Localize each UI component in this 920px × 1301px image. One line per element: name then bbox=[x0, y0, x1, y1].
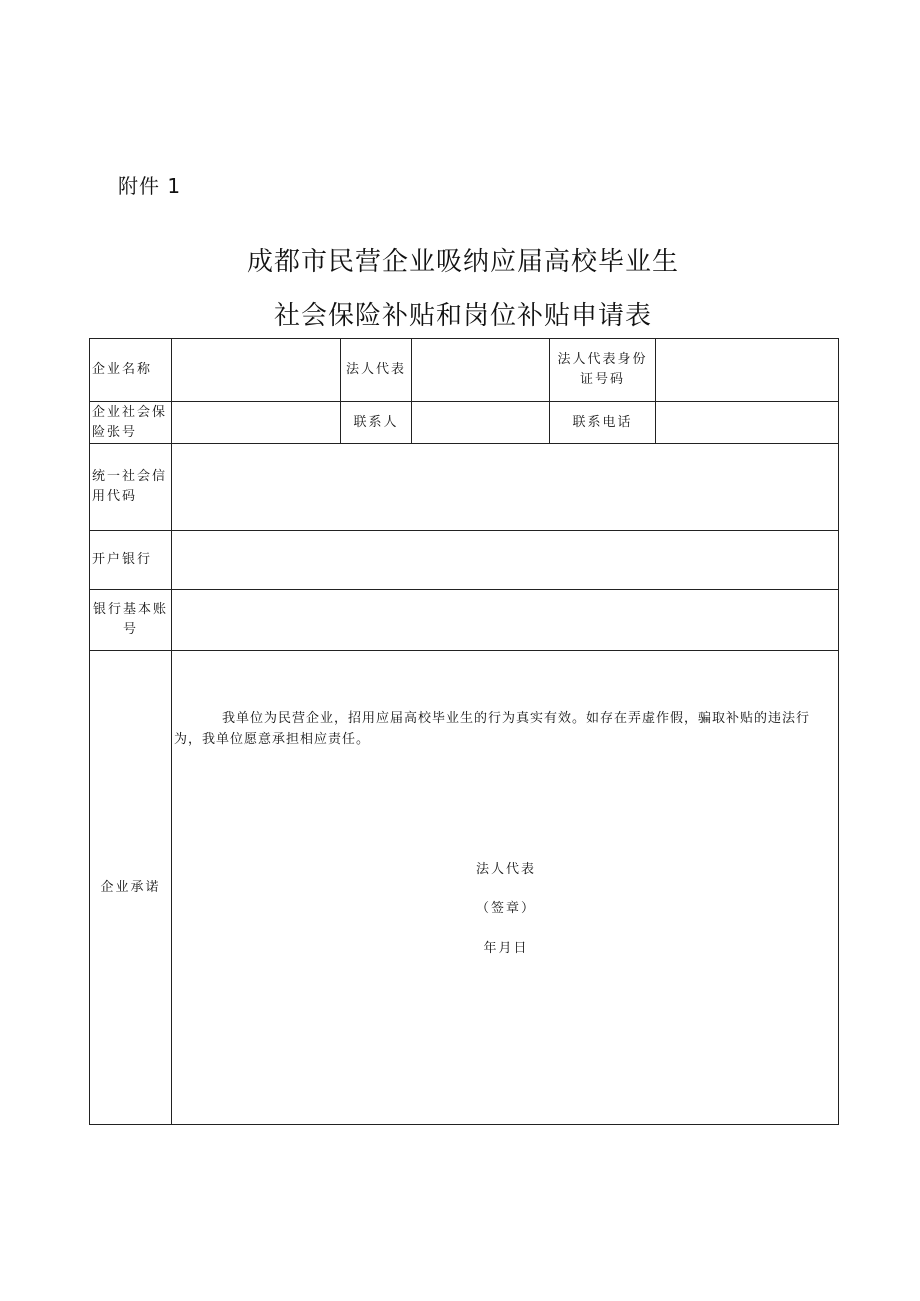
promise-text: 我单位为民营企业，招用应届高校毕业生的行为真实有效。如存在弄虚作假，骗取补贴的违法行为，我单位愿意承担相应责任。 bbox=[174, 711, 811, 747]
table-row-promise bbox=[90, 651, 839, 1125]
promise-label: 企业承诺 bbox=[90, 651, 172, 1125]
bank-label: 开户银行 bbox=[90, 531, 172, 590]
table-row-bank bbox=[90, 531, 839, 590]
company-name-label: 企业名称 bbox=[90, 339, 172, 402]
phone-field[interactable] bbox=[656, 402, 839, 444]
attachment-label: 附件 1 bbox=[118, 174, 182, 198]
bank-account-label: 银行基本账号 bbox=[90, 590, 172, 651]
legal-rep-field[interactable] bbox=[412, 339, 550, 402]
social-insurance-account-field[interactable] bbox=[172, 402, 341, 444]
contact-label: 联系人 bbox=[341, 402, 412, 444]
phone-label: 联系电话 bbox=[550, 402, 656, 444]
company-name-field[interactable] bbox=[172, 339, 341, 402]
social-insurance-account-label: 企业社会保险张号 bbox=[90, 402, 172, 444]
table-row-credit-code bbox=[90, 444, 839, 531]
application-form-table bbox=[89, 338, 839, 1125]
legal-rep-label: 法人代表 bbox=[341, 339, 412, 402]
legal-rep-id-label: 法人代表身份证号码 bbox=[550, 339, 656, 402]
bank-field[interactable] bbox=[172, 531, 839, 590]
signature-date: 年月日 bbox=[483, 941, 529, 956]
legal-rep-id-field[interactable] bbox=[656, 339, 839, 402]
credit-code-field[interactable] bbox=[172, 444, 839, 531]
form-title-line2: 社会保险补贴和岗位补贴申请表 bbox=[273, 301, 652, 331]
signature-legal-rep: 法人代表 bbox=[475, 862, 536, 877]
credit-code-label: 统一社会信用代码 bbox=[90, 444, 172, 531]
table-row-bank-account bbox=[90, 590, 839, 651]
table-row-company-name bbox=[90, 339, 839, 402]
form-title-line1: 成都市民营企业吸纳应届高校毕业生 bbox=[246, 247, 679, 277]
table-row-social-insurance bbox=[90, 402, 839, 444]
contact-field[interactable] bbox=[412, 402, 550, 444]
signature-seal: （签章） bbox=[475, 901, 536, 916]
promise-cell bbox=[172, 651, 839, 1125]
bank-account-field[interactable] bbox=[172, 590, 839, 651]
